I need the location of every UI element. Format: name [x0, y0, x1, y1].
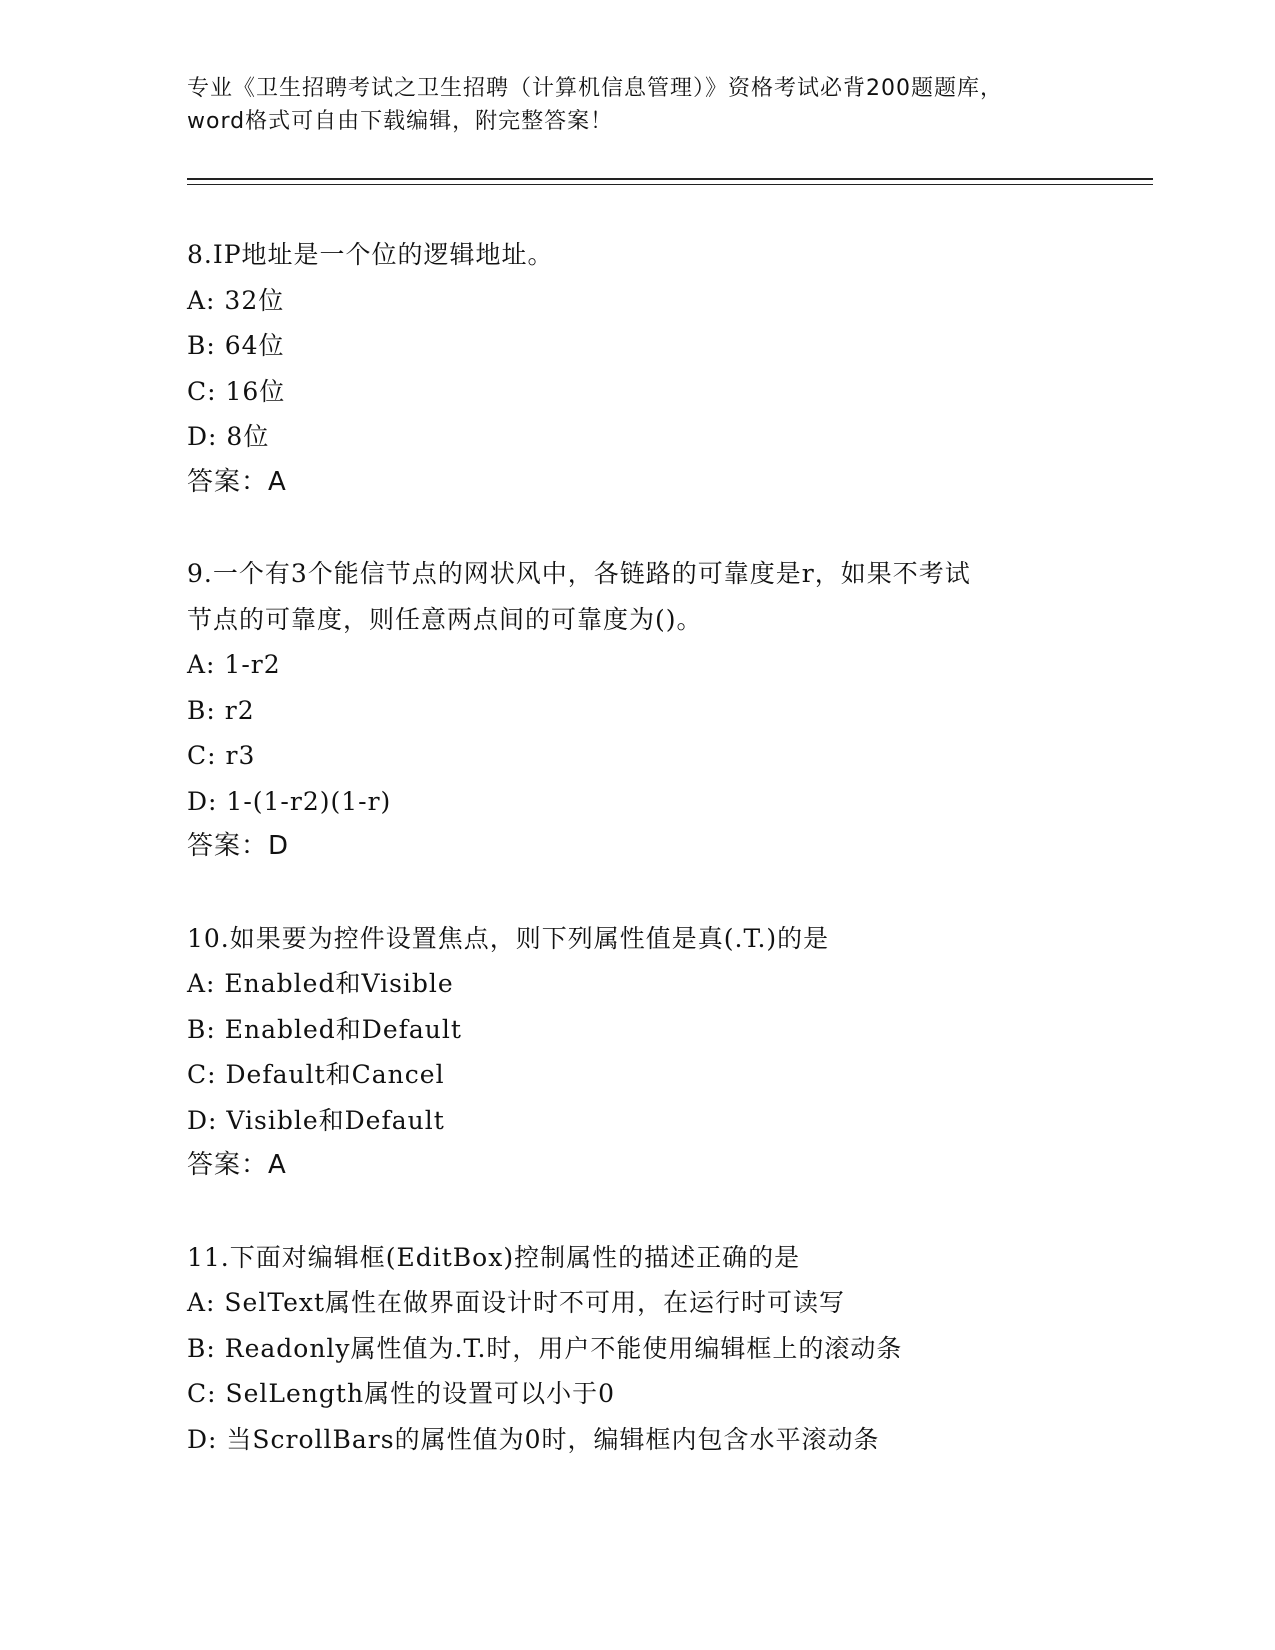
question-11	[187, 1235, 1187, 1463]
answer: 答案：D	[187, 831, 290, 861]
option-a: A: 32位	[187, 285, 285, 315]
question-text: 8.IP地址是一个位的逻辑地址。	[187, 240, 554, 269]
option-d: D: 当ScrollBars的属性值为0时，编辑框内包含水平滚动条	[187, 1424, 880, 1454]
option-d: D: 8位	[187, 422, 270, 451]
question-8	[187, 232, 1187, 505]
option-c: C: Default和Cancel	[187, 1060, 445, 1089]
option-a: A: Enabled和Visible	[187, 969, 454, 998]
option-b: B: r2	[187, 695, 255, 725]
header-line-2: word格式可自由下载编辑，附完整答案！	[187, 109, 614, 134]
header-divider-top	[187, 178, 1153, 180]
option-c: C: r3	[187, 741, 256, 770]
option-c: C: SelLength属性的设置可以小于0	[187, 1379, 615, 1408]
option-d: D: Visible和Default	[187, 1105, 445, 1135]
answer: 答案：A	[187, 466, 287, 497]
question-10	[187, 916, 1187, 1189]
option-b: B: 64位	[187, 331, 285, 360]
option-c: C: 16位	[187, 376, 286, 406]
question-9	[187, 551, 1187, 870]
header-divider-bottom	[187, 184, 1153, 185]
option-a: A: 1-r2	[187, 650, 281, 679]
question-list	[187, 232, 1187, 1462]
option-a: A: SelText属性在做界面设计时不可用，在运行时可读写	[187, 1288, 846, 1317]
question-text: 11.下面对编辑框(EditBox)控制属性的描述正确的是	[187, 1242, 801, 1272]
option-b: B: Readonly属性值为.T.时，用户不能使用编辑框上的滚动条	[187, 1333, 903, 1363]
question-text-cont: 节点的可靠度，则任意两点间的可靠度为()。	[187, 604, 703, 634]
question-text: 9.一个有3个能信节点的网状风中，各链路的可靠度是r，如果不考试	[187, 559, 971, 588]
document-header	[187, 72, 1087, 138]
question-text: 10.如果要为控件设置焦点，则下列属性值是真(.T.)的是	[187, 923, 830, 953]
option-b: B: Enabled和Default	[187, 1014, 462, 1044]
option-d: D: 1-(1-r2)(1-r)	[187, 786, 392, 816]
header-line-1: 专业《卫生招聘考试之卫生招聘（计算机信息管理）》资格考试必背200题题库，	[187, 76, 1003, 101]
answer: 答案：A	[187, 1150, 287, 1180]
